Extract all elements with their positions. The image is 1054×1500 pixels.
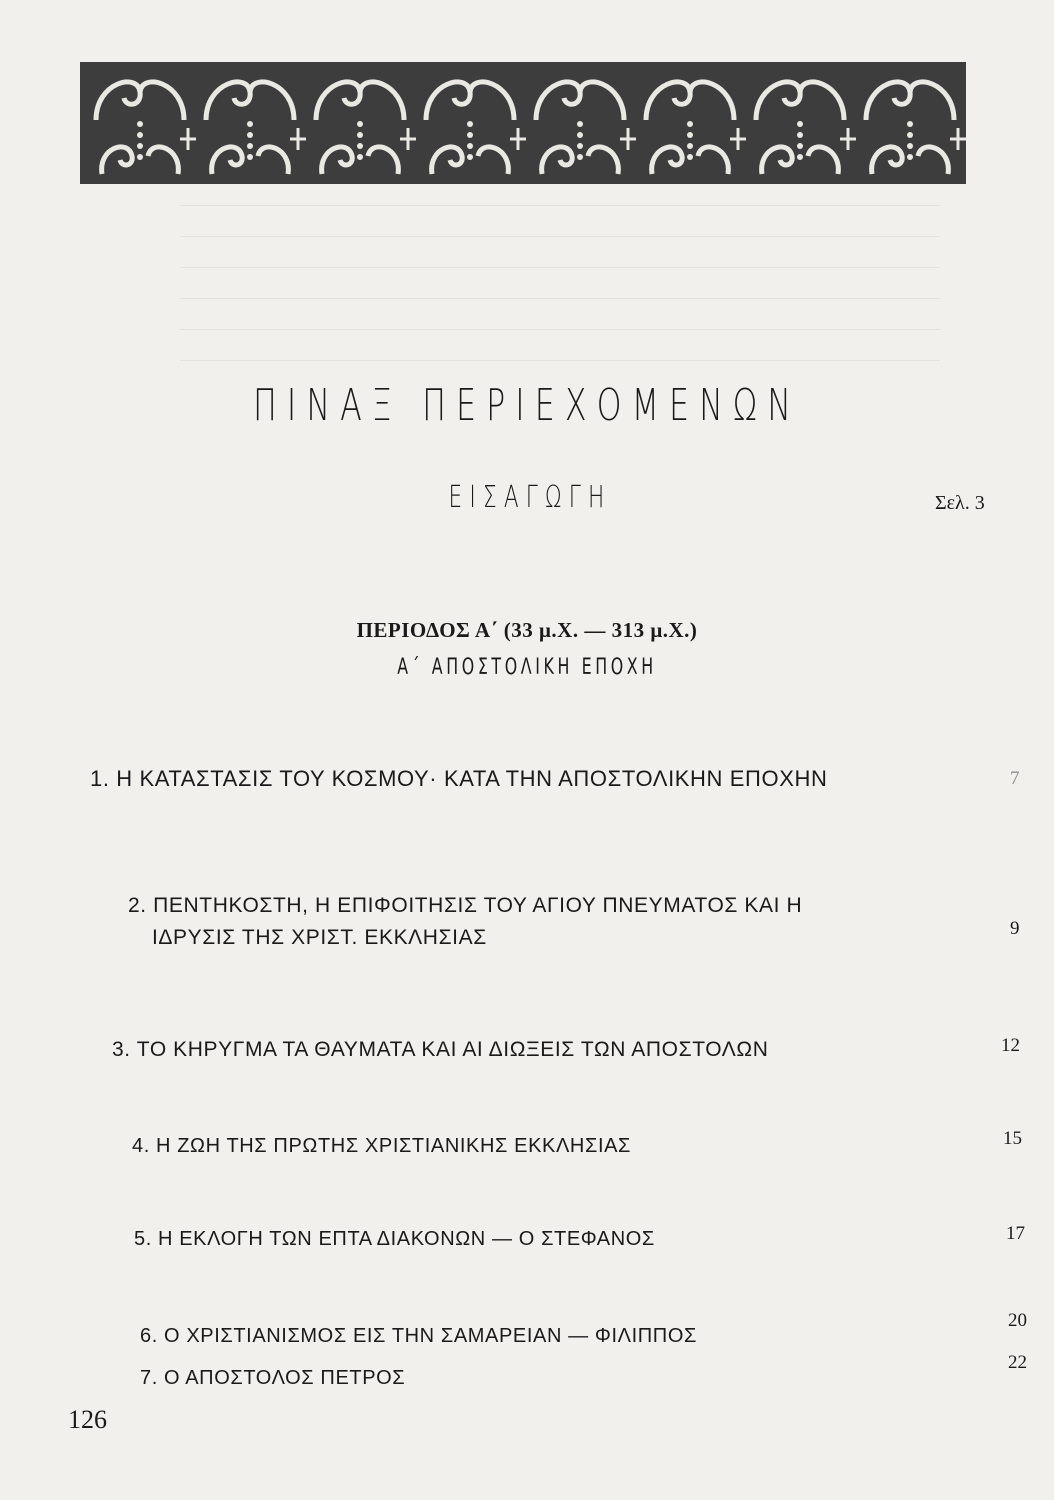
toc-page-5: 17	[1006, 1223, 1025, 1244]
toc-page-4: 15	[1003, 1128, 1022, 1149]
toc-entry-3: 3. ΤΟ ΚΗΡΥΓΜΑ ΤΑ ΘΑΥΜΑΤΑ ΚΑΙ ΑΙ ΔΙΩΞΕΙΣ ΤΩΝ ΑΠΟΣΤΟΛΩΝ	[112, 1038, 769, 1061]
toc-page-6: 20	[1008, 1310, 1027, 1331]
intro-page-ref: Σελ. 3	[935, 492, 985, 514]
toc-entry-5: 5. Η ΕΚΛΟΓΗ ΤΩΝ ΕΠΤΑ ΔΙΑΚΟΝΩΝ — Ο ΣΤΕΦΑΝΟΣ	[134, 1228, 655, 1250]
page-number: 126	[68, 1405, 107, 1434]
intro-heading: ΕΙΣΑΓΩΓΗ	[448, 480, 612, 515]
show-through-text	[180, 175, 940, 361]
toc-entry-6: 6. Ο ΧΡΙΣΤΙΑΝΙΣΜΟΣ ΕΙΣ ΤΗΝ ΣΑΜΑΡΕΙΑΝ — ΦΙΛΙΠΠΟΣ	[140, 1325, 697, 1347]
toc-entry-2-cont: ΙΔΡΥΣΙΣ ΤΗΣ ΧΡΙΣΤ. ΕΚΚΛΗΣΙΑΣ	[152, 926, 487, 949]
toc-entry-4: 4. Η ΖΩΗ ΤΗΣ ΠΡΩΤΗΣ ΧΡΙΣΤΙΑΝΙΚΗΣ ΕΚΚΛΗΣΙΑΣ	[132, 1135, 631, 1157]
period-heading: ΠΕΡΙΟΔΟΣ Α΄ (33 μ.Χ. — 313 μ.Χ.)	[356, 618, 698, 642]
era-subtitle: Α΄ ΑΠΟΣΤΟΛΙΚΗ ΕΠΟΧΗ	[397, 655, 657, 680]
toc-page-2: 9	[1010, 918, 1020, 939]
page-title: ΠΙΝΑΞ ΠΕΡΙΕΧΟΜΕΝΩΝ	[253, 380, 801, 431]
toc-page-7: 22	[1008, 1352, 1027, 1373]
ornamental-banner	[80, 62, 966, 184]
toc-entry-2: 2. ΠΕΝΤΗΚΟΣΤΗ, Η ΕΠΙΦΟΙΤΗΣΙΣ ΤΟΥ ΑΓΙΟΥ ΠΝΕΥΜΑΤΟΣ ΚΑΙ Η	[128, 894, 803, 917]
toc-page-1: 7	[1010, 768, 1020, 789]
toc-entry-1: 1. Η ΚΑΤΑΣΤΑΣΙΣ ΤΟΥ ΚΟΣΜΟΥ· ΚΑΤΑ ΤΗΝ ΑΠΟΣΤΟΛΙΚΗΝ ΕΠΟΧΗΝ	[90, 766, 828, 791]
toc-entry-7: 7. Ο ΑΠΟΣΤΟΛΟΣ ΠΕΤΡΟΣ	[140, 1367, 406, 1389]
toc-page-3: 12	[1001, 1035, 1020, 1056]
